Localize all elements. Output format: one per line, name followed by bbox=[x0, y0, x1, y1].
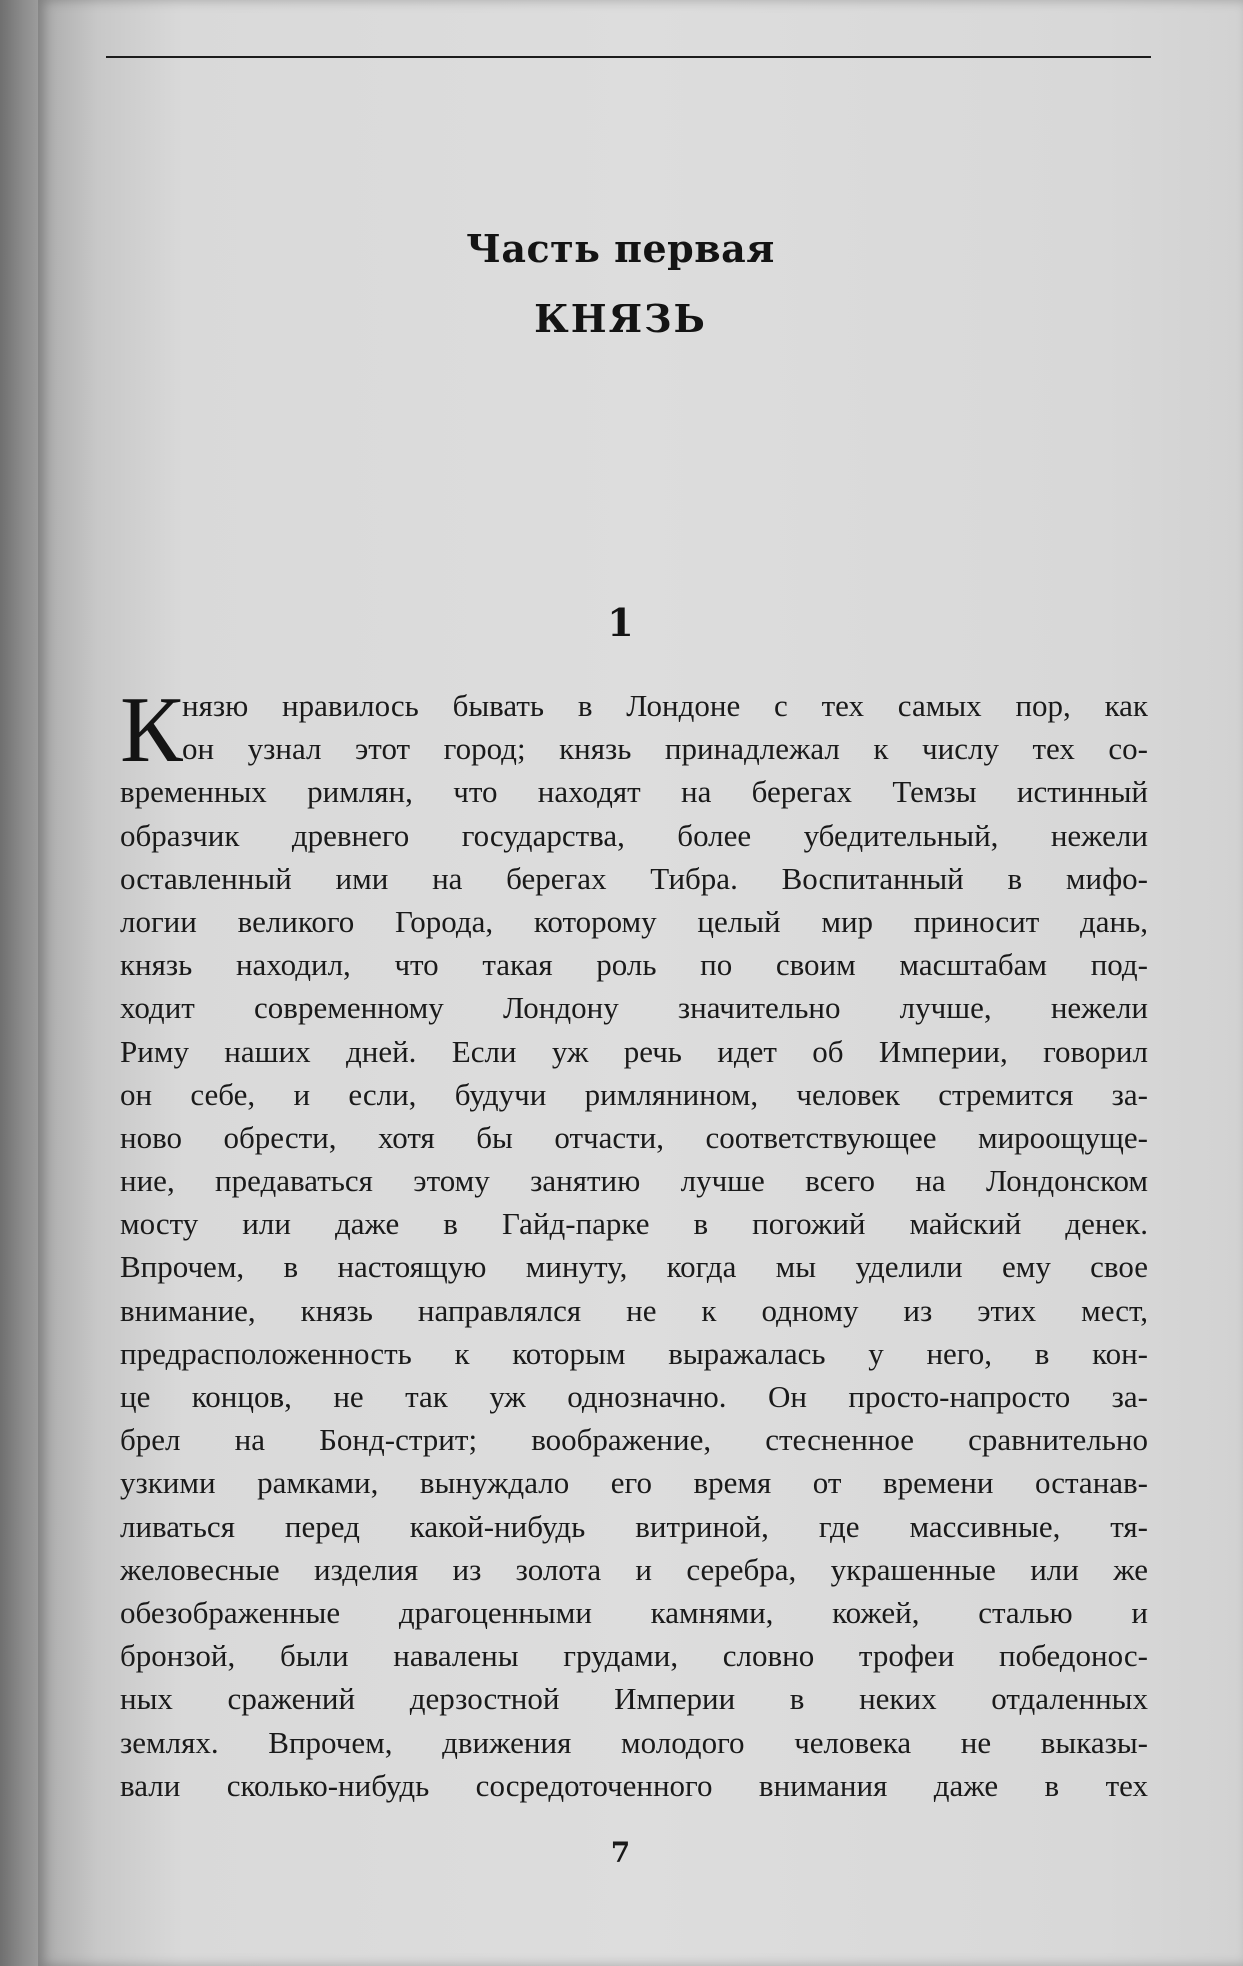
text-line: бронзой, были навалены грудами, словно трофеи победонос- bbox=[120, 1638, 1148, 1674]
text-line: узкими рамками, вынуждало его время от времени останав- bbox=[120, 1465, 1148, 1501]
text-line: оставленный ими на берегах Тибра. Воспитанный в мифо- bbox=[120, 860, 1148, 896]
text-line: землях. Впрочем, движения молодого человека не выказы- bbox=[120, 1724, 1148, 1760]
text-line: брел на Бонд-стрит; воображение, стесненное сравнительно bbox=[120, 1422, 1148, 1458]
text-line: це концов, не так уж однозначно. Он просто-напросто за- bbox=[120, 1379, 1148, 1414]
text-line: нязю нравилось бывать в Лондоне с тех самых пор, как bbox=[182, 688, 1148, 723]
part-title: Часть первая bbox=[466, 226, 775, 271]
text-line: временных римлян, что находят на берегах Темзы истинный bbox=[120, 774, 1148, 810]
page-number: 7 bbox=[610, 1836, 631, 1869]
text-line: ново обрести, хотя бы отчасти, соответствующее мироощуще- bbox=[120, 1119, 1148, 1155]
chapter-number: 1 bbox=[607, 600, 634, 645]
header-rule bbox=[106, 56, 1151, 58]
text-line: Риму наших дней. Если уж речь идет об Империи, говорил bbox=[120, 1033, 1148, 1069]
book-page bbox=[38, 0, 1243, 1966]
text-line: князь находил, что такая роль по своим масштабам под- bbox=[120, 947, 1148, 983]
text-line: ливаться перед какой-нибудь витриной, где массивные, тя- bbox=[120, 1508, 1148, 1544]
text-line: внимание, князь направлялся не к одному из этих мест, bbox=[120, 1292, 1148, 1328]
text-line: желовесные изделия из золота и серебра, украшенные или же bbox=[120, 1551, 1148, 1587]
text-line: Впрочем, в настоящую минуту, когда мы уделили ему свое bbox=[120, 1249, 1148, 1285]
text-line: ходит современному Лондону значительно лучше, нежели bbox=[120, 990, 1148, 1026]
text-line: обезображенные драгоценными камнями, кожей, сталью и bbox=[120, 1594, 1148, 1630]
text-line: мосту или даже в Гайд-парке в погожий майский денек. bbox=[120, 1206, 1148, 1242]
text-line: ных сражений дерзостной Империи в неких отдаленных bbox=[120, 1681, 1148, 1717]
text-line: вали сколько-нибудь сосредоточенного внимания даже в тех bbox=[120, 1767, 1148, 1803]
drop-cap: К bbox=[120, 678, 183, 782]
book-title: КНЯЗЬ bbox=[534, 296, 707, 341]
text-line: он себе, и если, будучи римлянином, человек стремится за- bbox=[120, 1076, 1148, 1112]
text-line: он узнал этот город; князь принадлежал к числу тех со- bbox=[182, 731, 1148, 767]
text-line: образчик древнего государства, более убедительный, нежели bbox=[120, 817, 1148, 853]
page-gutter-shadow bbox=[0, 0, 38, 1966]
text-line: ние, предаваться этому занятию лучше всего на Лондонском bbox=[120, 1163, 1148, 1199]
text-line: логии великого Города, которому целый мир приносит дань, bbox=[120, 903, 1148, 939]
text-line: предрасположенность к которым выражалась у него, в кон- bbox=[120, 1335, 1148, 1371]
show-through-texture bbox=[98, 70, 1148, 670]
chapter-body bbox=[120, 678, 1148, 1807]
